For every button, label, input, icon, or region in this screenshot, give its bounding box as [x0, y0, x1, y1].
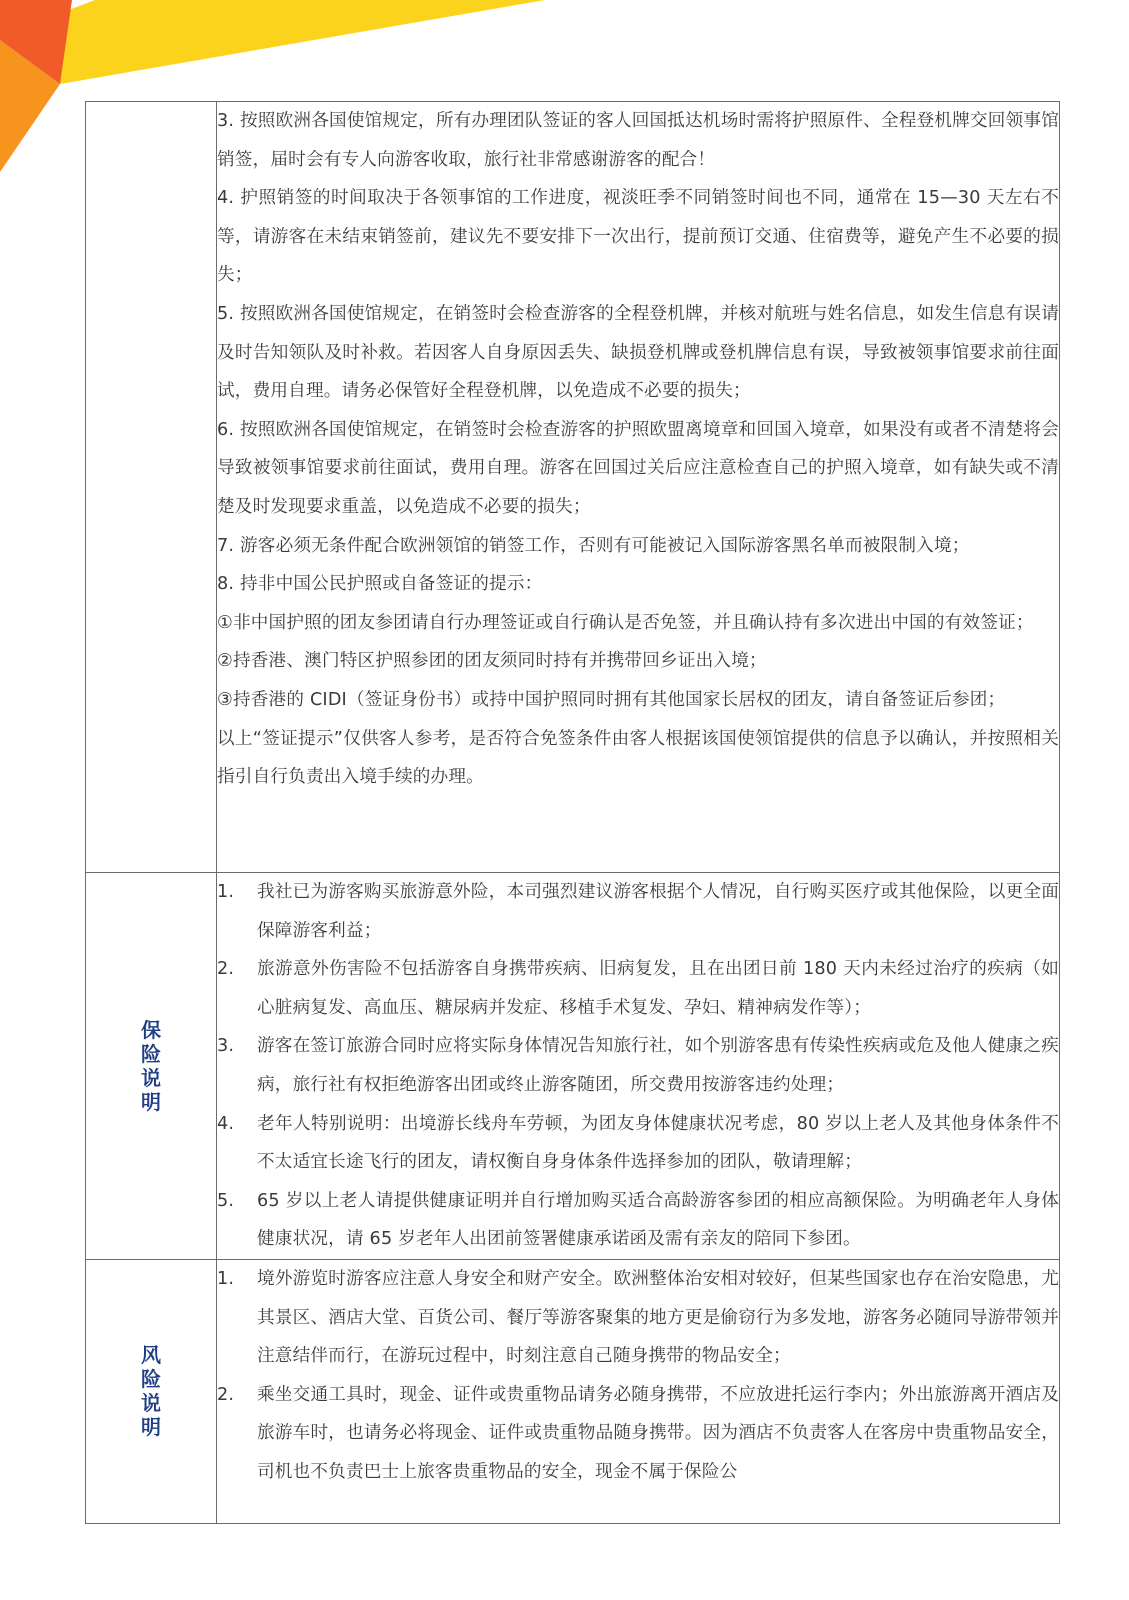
list-item — [217, 1376, 1059, 1492]
banner-yellow-shape — [0, 0, 545, 84]
item-number: 2. — [217, 959, 235, 980]
item-number: 5. — [217, 1190, 235, 1211]
item-number: 1. — [217, 1268, 235, 1289]
list-item — [217, 1105, 1059, 1182]
insurance-list — [217, 873, 1059, 1259]
list-item — [217, 1260, 1059, 1376]
risk-content-clip — [217, 1260, 1059, 1523]
visa-paragraph: 7. 游客必须无条件配合欧洲领馆的销签工作，否则有可能被记入国际游客黑名单而被限制入境； — [217, 535, 970, 556]
risk-list — [217, 1260, 1059, 1492]
visa-paragraph: ①非中国护照的团友参团请自行办理签证或自行确认是否免签，并且确认持有多次进出中国的有效签证； — [217, 612, 1034, 633]
visa-label-cell — [86, 102, 217, 873]
visa-content — [217, 102, 1060, 873]
risk-label-cell — [86, 1259, 217, 1523]
visa-paragraph: 5. 按照欧洲各国使馆规定，在销签时会检查游客的全程登机牌，并核对航班与姓名信息，如发生信息有误请及时告知领队及时补救。若因客人自身原因丢失、缺损登机牌或登机牌信息有误，导致被领事馆要求前往面试，费用自理。请务必保管好全程登机牌，以免造成不必要的损失； — [217, 303, 1059, 402]
visa-paragraph: 以上“签证提示”仅供客人参考，是否符合免签条件由客人根据该国使领馆提供的信息予以确认，并按照相关指引自行负责出入境手续的办理。 — [217, 728, 1059, 788]
insurance-label-cell — [86, 873, 217, 1260]
item-text: 老年人特别说明：出境游长线舟车劳顿，为团友身体健康状况考虑，80 岁以上老人及其他身体条件不不太适宜长途飞行的团友，请权衡自身身体条件选择参加的团队，敬请理解； — [257, 1113, 1059, 1173]
list-item — [217, 1027, 1059, 1104]
visa-paragraph: 3. 按照欧洲各国使馆规定，所有办理团队签证的客人回国抵达机场时需将护照原件、全程登机牌交回领事馆销签，届时会有专人向游客收取，旅行社非常感谢游客的配合！ — [217, 111, 1059, 170]
visa-paragraph: ②持香港、澳门特区护照参团的团友须同时持有并携带回乡证出入境； — [217, 651, 767, 672]
item-text: 65 岁以上老人请提供健康证明并自行增加购买适合高龄游客参团的相应高额保险。为明确老年人身体健康状况，请 65 岁老年人出团前签署健康承诺函及需有亲友的陪同下参团。 — [257, 1190, 1059, 1250]
list-item — [217, 1182, 1059, 1259]
item-text: 游客在签订旅游合同时应将实际身体情况告知旅行社，如个别游客患有传染性疾病或危及他人健康之疾病，旅行社有权拒绝游客出团或终止游客随团，所交费用按游客违约处理； — [257, 1036, 1059, 1095]
visa-paragraph: 6. 按照欧洲各国使馆规定，在销签时会检查游客的护照欧盟离境章和回国入境章，如果没有或者不清楚将会导致被领事馆要求前往面试，费用自理。游客在回国过关后应注意检查自己的护照入境章，如有缺失或不清楚及时发现要求重盖，以免造成不必要的损失； — [217, 419, 1059, 517]
visa-paragraph: 8. 持非中国公民护照或自备签证的提示： — [217, 574, 543, 595]
insurance-label: 保险说明 — [141, 1017, 161, 1114]
notice-table — [85, 101, 1060, 1524]
item-text: 乘坐交通工具时，现金、证件或贵重物品请务必随身携带，不应放进托运行李内；外出旅游离开酒店及旅游车时，也请务必将现金、证件或贵重物品随身携带。因为酒店不负责客人在客房中贵重物品安全，司机也不负责巴士上旅客贵重物品的安全，现金不属于保险公 — [257, 1384, 1059, 1482]
risk-row — [86, 1259, 1060, 1523]
visa-row — [86, 102, 1060, 873]
insurance-row — [86, 873, 1060, 1260]
risk-label: 风险说明 — [141, 1343, 161, 1440]
item-number: 2. — [217, 1384, 235, 1405]
item-text: 境外游览时游客应注意人身安全和财产安全。欧洲整体治安相对较好，但某些国家也存在治安隐患，尤其景区、酒店大堂、百货公司、餐厅等游客聚集的地方更是偷窃行为多发地，游客务必随同导游带领并注意结伴而行，在游玩过程中，时刻注意自己随身携带的物品安全； — [257, 1268, 1059, 1367]
item-text: 我社已为游客购买旅游意外险，本司强烈建议游客根据个人情况，自行购买医疗或其他保险，以更全面保障游客利益； — [257, 882, 1059, 941]
risk-content — [217, 1259, 1060, 1523]
item-number: 4. — [217, 1113, 235, 1134]
item-number: 3. — [217, 1036, 235, 1057]
insurance-content — [217, 873, 1060, 1260]
visa-paragraph: ③持香港的 CIDI（签证身份书）或持中国护照同时拥有其他国家长居权的团友，请自备签证后参团； — [217, 689, 1006, 710]
item-number: 1. — [217, 882, 235, 902]
visa-paragraph: 4. 护照销签的时间取决于各领事馆的工作进度，视淡旺季不同销签时间也不同，通常在 15—30 天左右不等，请游客在未结束销签前，建议先不要安排下一次出行，提前预订交通、住宿费等，避免产生不必要的损失； — [217, 188, 1059, 286]
list-item — [217, 950, 1059, 1027]
list-item — [217, 873, 1059, 950]
item-text: 旅游意外伤害险不包括游客自身携带疾病、旧病复发，且在出团日前 180 天内未经过治疗的疾病（如心脏病复发、高血压、糖尿病并发症、移植手术复发、孕妇、精神病发作等）； — [257, 959, 1059, 1018]
